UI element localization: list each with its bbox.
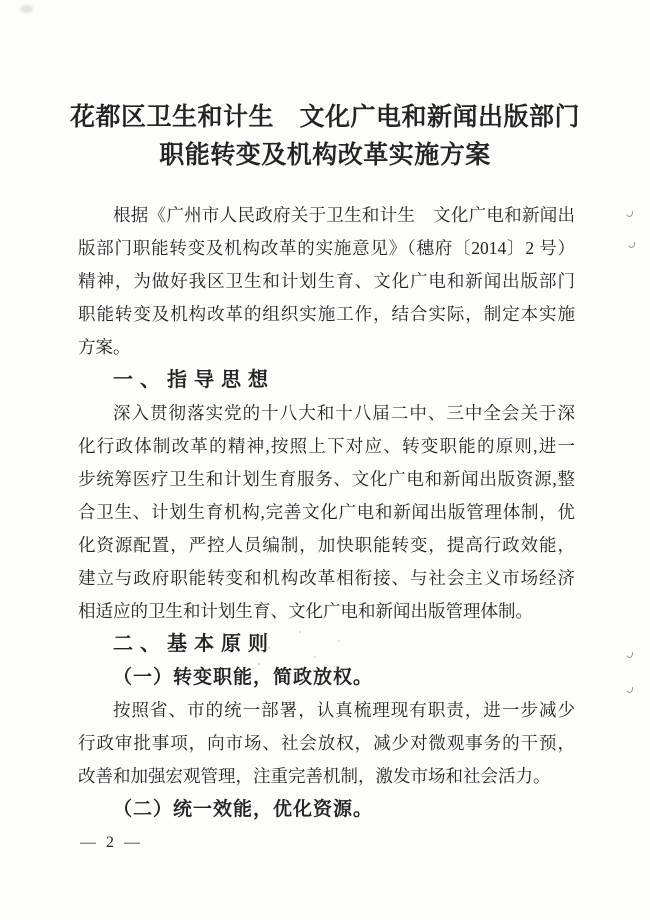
page-number: — 2 — — [80, 834, 143, 851]
paragraph-intro-line-5: 方案。 — [78, 337, 131, 357]
document-title-line-2: 职能转变及机构改革实施方案 — [159, 142, 491, 169]
paragraph-guiding-ideology-line-3: 步统筹医疗卫生和计划生育服务、文化广电和新闻出版资源,整 — [78, 469, 575, 489]
paragraph-guiding-ideology-line-2: 化行政体制改革的精神,按照上下对应、转变职能的原则,进一 — [78, 436, 575, 456]
paragraph-guiding-ideology-line-6: 建立与政府职能转变和机构改革相衔接、与社会主义市场经济 — [78, 568, 575, 588]
paragraph-intro-line-4: 职能转变及机构改革的组织实施工作，结合实际，制定本实施 — [78, 304, 575, 324]
paragraph-intro-line-1: 根据《广州市人民政府关于卫生和计生 文化广电和新闻出 — [113, 205, 575, 225]
paragraph-principle-1-line-1: 按照省、市的统一部署，认真梳理现有职责，进一步减少 — [113, 700, 575, 720]
document-title — [0, 99, 650, 175]
scan-artifact — [625, 649, 634, 659]
subheading-principle-2: （二）统一效能，优化资源。 — [113, 799, 374, 820]
subheading-principle-1: （一）转变职能，简政放权。 — [113, 667, 374, 688]
paragraph-guiding-ideology-line-1: 深入贯彻落实党的十八大和十八届二中、三中全会关于深 — [113, 403, 575, 423]
scan-artifact — [20, 5, 33, 13]
document-title-line-1: 花都区卫生和计生 文化广电和新闻出版部门 — [69, 104, 580, 131]
document-body — [78, 199, 575, 826]
paragraph-intro-line-3: 精神，为做好我区卫生和计划生育、文化广电和新闻出版部门 — [78, 271, 575, 291]
paragraph-principle-1-line-3: 改善和加强宏观管理，注重完善机制，激发市场和社会活力。 — [78, 766, 551, 786]
paragraph-guiding-ideology-line-5: 化资源配置，严控人员编制，加快职能转变，提高行政效能， — [78, 535, 575, 555]
paragraph-guiding-ideology-line-4: 合卫生、计划生育机构,完善文化广电和新闻出版管理体制，优 — [78, 502, 575, 522]
paragraph-intro-line-2: 版部门职能转变及机构改革的实施意见》（穗府〔2014〕2 号） — [78, 238, 575, 258]
scan-artifact — [627, 239, 636, 249]
scan-artifact — [625, 684, 634, 694]
paragraph-principle-1-line-2: 行政审批事项，向市场、社会放权，减少对微观事务的干预， — [78, 733, 575, 753]
heading-basic-principles: 二、基本原则 — [113, 633, 275, 655]
heading-guiding-ideology: 一、指导思想 — [113, 369, 275, 391]
scan-artifact — [625, 208, 634, 218]
paragraph-guiding-ideology-line-7: 相适应的卫生和计划生育、文化广电和新闻出版管理体制。 — [78, 601, 533, 621]
